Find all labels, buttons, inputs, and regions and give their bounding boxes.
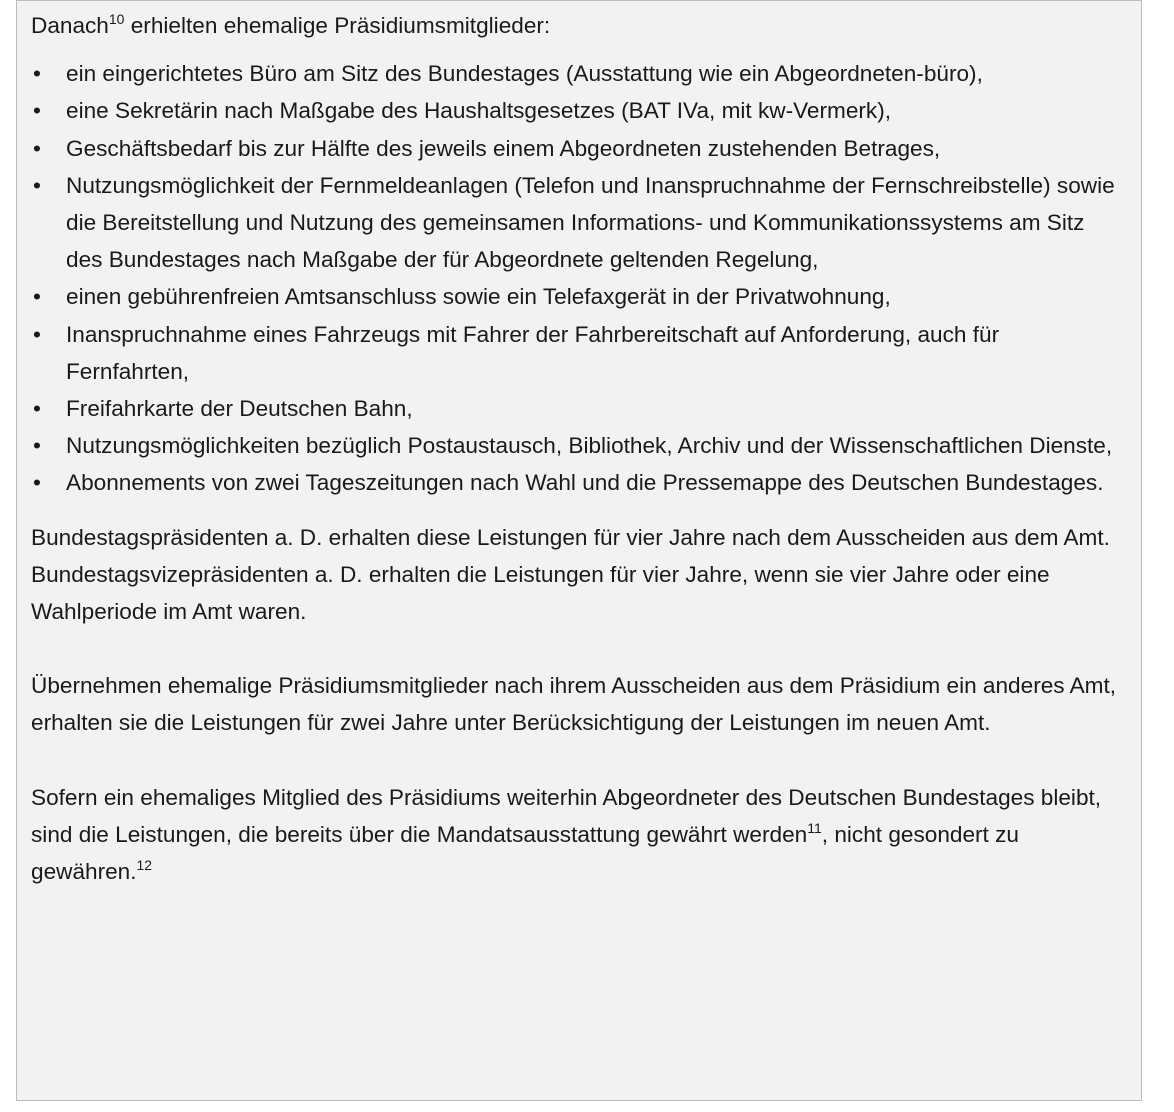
list-item — [31, 130, 1127, 167]
bullet-icon: • — [33, 61, 41, 87]
footnote-ref-12[interactable]: 12 — [136, 857, 153, 874]
list-item — [31, 167, 1127, 279]
list-item — [31, 464, 1127, 501]
bullet-icon: • — [33, 172, 41, 198]
list-item-text: Abonnements von zwei Tageszeitungen nach Wahl und die Pressemappe des Deutschen Bundestages. — [66, 470, 1104, 496]
list-item — [31, 92, 1127, 129]
paragraph-abgeordneter-text-start: Sofern ein ehemaliges Mitglied des Präsidiums weiterhin Abgeordneter des Deutschen Bundestages bleibt, sind die Leistungen, die bereits über die Mandatsausstattung gewährt werden — [31, 784, 1102, 847]
bullet-icon: • — [33, 284, 41, 310]
list-item-text: Nutzungsmöglichkeit der Fernmeldeanlagen (Telefon und Inanspruchnahme der Fernschreibstelle) sowie die Bereitstellung und Nutzung des gemeinsamen Informations- und Kommunikationssystems am Sitz des Bundestages nach Maßgabe der für Abgeordnete geltenden Regelung, — [66, 172, 1115, 273]
bullet-icon: • — [33, 433, 41, 459]
list-item — [31, 390, 1127, 427]
benefits-list — [31, 55, 1127, 501]
footnote-ref-11[interactable]: 11 — [807, 819, 822, 836]
list-item-text: einen gebührenfreien Amtsanschluss sowie ein Telefaxgerät in der Privatwohnung, — [66, 284, 891, 310]
list-item — [31, 278, 1127, 315]
intro-text-end: erhielten ehemalige Präsidiumsmitglieder: — [124, 13, 551, 38]
list-item — [31, 316, 1127, 390]
paragraph-anderes-amt: Übernehmen ehemalige Präsidiumsmitglieder nach ihrem Ausscheiden aus dem Präsidium ein anderes Amt, erhalten sie die Leistungen für zwei Jahre unter Berücksichtigung der Leistungen im neuen Amt. — [31, 673, 1117, 736]
intro-line — [31, 7, 1127, 44]
bullet-icon: • — [33, 396, 41, 422]
bullet-icon: • — [33, 135, 41, 161]
list-item — [31, 427, 1127, 464]
list-item-text: Nutzungsmöglichkeiten bezüglich Postaustausch, Bibliothek, Archiv und der Wissenschaftlichen Dienste, — [66, 433, 1113, 459]
paragraph-leistungsdauer: Bundestagspräsidenten a. D. erhalten diese Leistungen für vier Jahre nach dem Ausscheiden aus dem Amt. Bundestagsvizepräsidenten a. D. erhalten die Leistungen für vier Jahre, wenn sie vier Jahre oder eine Wahlperiode im Amt waren. — [31, 524, 1110, 625]
list-item-text: ein eingerichtetes Büro am Sitz des Bundestages (Ausstattung wie ein Abgeordneten-büro), — [66, 61, 983, 87]
paragraph-abgeordneter-text-end: , nicht gesondert zu gewähren. — [31, 821, 1019, 885]
footnote-ref-10[interactable]: 10 — [108, 11, 125, 27]
intro-text-start: Danach — [31, 13, 109, 38]
bullet-icon: • — [33, 98, 41, 124]
list-item — [31, 55, 1127, 92]
list-item-text: Geschäftsbedarf bis zur Hälfte des jeweils einem Abgeordneten zustehenden Betrages, — [66, 135, 941, 161]
text-box — [16, 0, 1142, 1101]
bullet-icon: • — [33, 321, 41, 347]
list-item-text: eine Sekretärin nach Maßgabe des Haushaltsgesetzes (BAT IVa, mit kw-Vermerk), — [66, 98, 892, 124]
list-item-text: Inanspruchnahme eines Fahrzeugs mit Fahrer der Fahrbereitschaft auf Anforderung, auch für Fernfahrten, — [66, 321, 1000, 384]
list-item-text: Freifahrkarte der Deutschen Bahn, — [66, 396, 413, 422]
paragraph-abgeordneter — [31, 779, 1127, 891]
bullet-icon: • — [33, 470, 41, 496]
